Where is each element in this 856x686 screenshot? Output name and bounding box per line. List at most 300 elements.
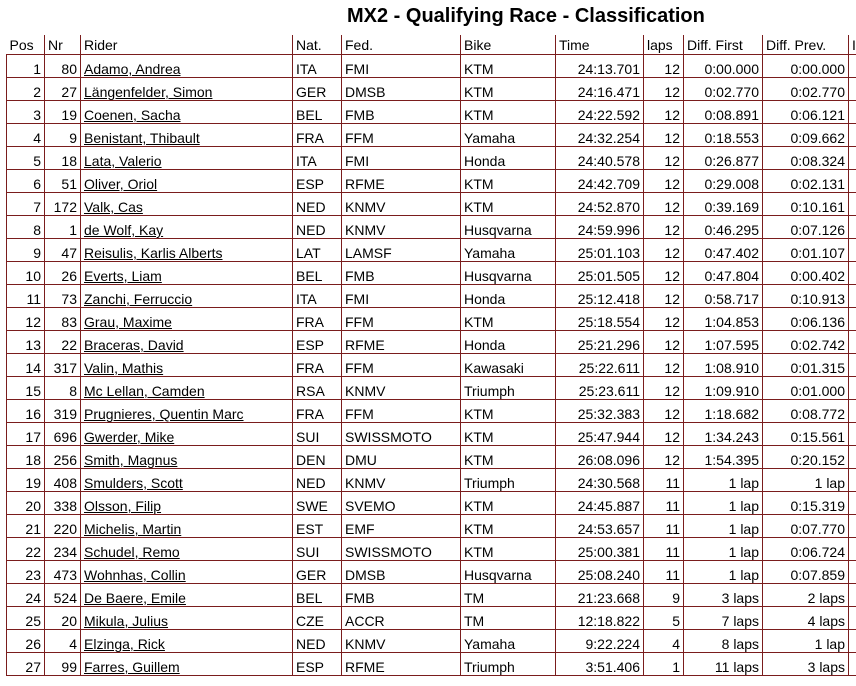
cell-fed: ACCR <box>342 607 461 630</box>
page-title: MX2 - Qualifying Race - Classification <box>347 5 705 27</box>
header-fed: Fed. <box>342 35 461 55</box>
cell-nat: BEL <box>293 262 342 285</box>
cell-rider <box>81 331 293 354</box>
cell-diff-first: 1:04.853 <box>684 308 763 331</box>
cell-pos: 10 <box>7 262 45 285</box>
cell-nat: SUI <box>293 423 342 446</box>
cell-nr: 73 <box>45 285 81 308</box>
cell-diff-prev: 4 laps <box>763 607 849 630</box>
cell-pos: 25 <box>7 607 45 630</box>
cell-nat: SWE <box>293 492 342 515</box>
cell-nr: 408 <box>45 469 81 492</box>
cell-nr: 80 <box>45 55 81 78</box>
cell-laps: 11 <box>644 469 684 492</box>
cell-fed: KNMV <box>342 630 461 653</box>
cell-time: 24:52.870 <box>556 193 644 216</box>
header-laps: laps <box>644 35 684 55</box>
cell-diff-prev: 0:08.772 <box>763 400 849 423</box>
cell-fed: FFM <box>342 124 461 147</box>
cell-fed: KNMV <box>342 216 461 239</box>
cell-nat: FRA <box>293 400 342 423</box>
cell-time: 25:01.103 <box>556 239 644 262</box>
cell-pos: 24 <box>7 584 45 607</box>
cell-bike: KTM <box>461 400 556 423</box>
header-nr: Nr <box>45 35 81 55</box>
header-pos: Pos <box>7 35 45 55</box>
cell-diff-first: 0:26.877 <box>684 147 763 170</box>
cell-diff-first: 0:02.770 <box>684 78 763 101</box>
cell-pos: 19 <box>7 469 45 492</box>
cell-rider <box>81 584 293 607</box>
rider-link[interactable]: Schudel, Remo <box>84 544 180 560</box>
cell-rider <box>81 653 293 676</box>
table-row <box>7 377 856 400</box>
cell-time: 25:01.505 <box>556 262 644 285</box>
cell-bike: KTM <box>461 193 556 216</box>
cell-diff-first: 0:00.000 <box>684 55 763 78</box>
cell-time: 24:40.578 <box>556 147 644 170</box>
cell-laps: 12 <box>644 377 684 400</box>
rider-link[interactable]: Grau, Maxime <box>84 314 172 330</box>
cell-fed: EMF <box>342 515 461 538</box>
cell-nat: SUI <box>293 538 342 561</box>
cell-nat: RSA <box>293 377 342 400</box>
rider-link[interactable]: Reisulis, Karlis Alberts <box>84 245 223 261</box>
cell-laps: 12 <box>644 193 684 216</box>
cell-diff-prev: 0:06.136 <box>763 308 849 331</box>
cell-nat: ITA <box>293 285 342 308</box>
cell-laps: 1 <box>644 653 684 676</box>
table-row <box>7 331 856 354</box>
cell-pos: 13 <box>7 331 45 354</box>
cell-fed: FMB <box>342 262 461 285</box>
cell-fed: SWISSMOTO <box>342 423 461 446</box>
cell-diff-prev: 0:09.662 <box>763 124 849 147</box>
cell-diff-first: 1 lap <box>684 469 763 492</box>
cell-nat: DEN <box>293 446 342 469</box>
cell-diff-prev: 1 lap <box>763 469 849 492</box>
cell-laps: 12 <box>644 124 684 147</box>
cell-diff-prev: 0:10.913 <box>763 285 849 308</box>
cell-nat: ESP <box>293 331 342 354</box>
cell-time: 9:22.224 <box>556 630 644 653</box>
cell-nat: LAT <box>293 239 342 262</box>
cell-laps: 9 <box>644 584 684 607</box>
cell-diff-prev: 0:02.131 <box>763 170 849 193</box>
rider-link[interactable]: de Wolf, Kay <box>84 222 164 238</box>
rider-link[interactable]: Michelis, Martin <box>84 521 182 537</box>
cell-laps: 12 <box>644 78 684 101</box>
cell-time: 24:32.254 <box>556 124 644 147</box>
cell-time: 25:08.240 <box>556 561 644 584</box>
cell-pos: 7 <box>7 193 45 216</box>
rider-link[interactable]: Mikula, Julius <box>84 613 169 629</box>
cell-time: 21:23.668 <box>556 584 644 607</box>
cell-bike: Honda <box>461 285 556 308</box>
cell-laps: 12 <box>644 308 684 331</box>
table-row <box>7 653 856 676</box>
rider-link[interactable]: Wohnhas, Collin <box>84 567 186 583</box>
cell-diff-prev: 0:06.724 <box>763 538 849 561</box>
rider-link[interactable]: Smith, Magnus <box>84 452 178 468</box>
rider-link[interactable]: Olsson, Filip <box>84 498 162 514</box>
cell-laps: 11 <box>644 515 684 538</box>
cell-fed: DMU <box>342 446 461 469</box>
cell-bike: KTM <box>461 308 556 331</box>
cell-nat: NED <box>293 193 342 216</box>
cell-diff-prev: 0:07.859 <box>763 561 849 584</box>
rider-link[interactable]: Benistant, Thibault <box>84 130 200 146</box>
cell-bike: KTM <box>461 170 556 193</box>
cell-nr: 8 <box>45 377 81 400</box>
cell-pos: 1 <box>7 55 45 78</box>
cell-nr: 26 <box>45 262 81 285</box>
header-time: Time <box>556 35 644 55</box>
cell-nr: 18 <box>45 147 81 170</box>
cell-nr: 22 <box>45 331 81 354</box>
rider-link[interactable]: Braceras, David <box>84 337 184 353</box>
cell-laps: 12 <box>644 423 684 446</box>
cell-diff-first: 0:47.402 <box>684 239 763 262</box>
cell-nat: FRA <box>293 308 342 331</box>
cell-extra <box>849 469 856 492</box>
table-row <box>7 147 856 170</box>
cell-extra <box>849 147 856 170</box>
cell-nat: ITA <box>293 55 342 78</box>
cell-diff-first: 0:39.169 <box>684 193 763 216</box>
cell-extra <box>849 492 856 515</box>
header-nat: Nat. <box>293 35 342 55</box>
cell-bike: Yamaha <box>461 124 556 147</box>
cell-nat: GER <box>293 78 342 101</box>
cell-extra <box>849 653 856 676</box>
cell-bike: Honda <box>461 331 556 354</box>
cell-time: 24:45.887 <box>556 492 644 515</box>
cell-time: 25:00.381 <box>556 538 644 561</box>
cell-diff-prev: 0:10.161 <box>763 193 849 216</box>
cell-time: 24:13.701 <box>556 55 644 78</box>
rider-link[interactable]: Valin, Mathis <box>84 360 164 376</box>
cell-bike: Triumph <box>461 469 556 492</box>
rider-link[interactable]: Elzinga, Rick <box>84 636 165 652</box>
cell-rider <box>81 492 293 515</box>
cell-laps: 12 <box>644 55 684 78</box>
table-row <box>7 423 856 446</box>
cell-laps: 12 <box>644 216 684 239</box>
table-row <box>7 400 856 423</box>
cell-diff-prev: 0:08.324 <box>763 147 849 170</box>
cell-diff-first: 0:18.553 <box>684 124 763 147</box>
rider-link[interactable]: Oliver, Oriol <box>84 176 158 192</box>
cell-diff-prev: 2 laps <box>763 584 849 607</box>
cell-diff-prev: 0:02.770 <box>763 78 849 101</box>
cell-nr: 256 <box>45 446 81 469</box>
rider-link[interactable]: Lata, Valerio <box>84 153 162 169</box>
cell-nr: 99 <box>45 653 81 676</box>
cell-nr: 27 <box>45 78 81 101</box>
cell-time: 24:53.657 <box>556 515 644 538</box>
cell-pos: 15 <box>7 377 45 400</box>
header-bike: Bike <box>461 35 556 55</box>
cell-rider <box>81 354 293 377</box>
header-diff-first: Diff. First <box>684 35 763 55</box>
cell-nr: 473 <box>45 561 81 584</box>
cell-extra <box>849 124 856 147</box>
cell-nr: 19 <box>45 101 81 124</box>
cell-rider <box>81 607 293 630</box>
cell-time: 26:08.096 <box>556 446 644 469</box>
cell-rider <box>81 170 293 193</box>
cell-nr: 20 <box>45 607 81 630</box>
cell-laps: 11 <box>644 538 684 561</box>
cell-diff-first: 0:08.891 <box>684 101 763 124</box>
cell-extra <box>849 285 856 308</box>
cell-bike: KTM <box>461 423 556 446</box>
rider-link[interactable]: Adamo, Andrea <box>84 61 181 77</box>
cell-diff-first: 1:34.243 <box>684 423 763 446</box>
cell-fed: RFME <box>342 170 461 193</box>
cell-nat: ESP <box>293 170 342 193</box>
cell-diff-first: 1 lap <box>684 538 763 561</box>
cell-pos: 12 <box>7 308 45 331</box>
table-row <box>7 492 856 515</box>
table-row <box>7 262 856 285</box>
cell-nr: 220 <box>45 515 81 538</box>
cell-pos: 14 <box>7 354 45 377</box>
table-row <box>7 584 856 607</box>
cell-rider <box>81 239 293 262</box>
header-rider: Rider <box>81 35 293 55</box>
cell-fed: FMI <box>342 55 461 78</box>
table-row <box>7 216 856 239</box>
cell-diff-prev: 1 lap <box>763 630 849 653</box>
cell-bike: Husqvarna <box>461 216 556 239</box>
rider-link[interactable]: Everts, Liam <box>84 268 162 284</box>
cell-diff-first: 0:29.008 <box>684 170 763 193</box>
cell-rider <box>81 124 293 147</box>
cell-diff-first: 1:07.595 <box>684 331 763 354</box>
cell-fed: DMSB <box>342 78 461 101</box>
cell-nr: 1 <box>45 216 81 239</box>
rider-link[interactable]: Valk, Cas <box>84 199 143 215</box>
cell-fed: RFME <box>342 653 461 676</box>
cell-nr: 524 <box>45 584 81 607</box>
cell-diff-prev: 0:06.121 <box>763 101 849 124</box>
cell-laps: 4 <box>644 630 684 653</box>
cell-rider <box>81 469 293 492</box>
table-header-row <box>7 35 856 55</box>
cell-diff-first: 1 lap <box>684 492 763 515</box>
table-row <box>7 101 856 124</box>
cell-bike: Honda <box>461 147 556 170</box>
rider-link[interactable]: Längenfelder, Simon <box>84 84 213 100</box>
cell-nr: 317 <box>45 354 81 377</box>
table-row <box>7 170 856 193</box>
cell-diff-first: 3 laps <box>684 584 763 607</box>
cell-nat: FRA <box>293 124 342 147</box>
cell-rider <box>81 561 293 584</box>
cell-fed: LAMSF <box>342 239 461 262</box>
cell-diff-prev: 0:02.742 <box>763 331 849 354</box>
cell-rider <box>81 630 293 653</box>
cell-bike: KTM <box>461 492 556 515</box>
table-row <box>7 354 856 377</box>
cell-laps: 12 <box>644 101 684 124</box>
table-row <box>7 630 856 653</box>
cell-bike: KTM <box>461 515 556 538</box>
cell-laps: 12 <box>644 239 684 262</box>
cell-diff-first: 1:18.682 <box>684 400 763 423</box>
cell-time: 25:21.296 <box>556 331 644 354</box>
table-row <box>7 239 856 262</box>
cell-rider <box>81 147 293 170</box>
cell-extra <box>849 55 856 78</box>
rider-link[interactable]: De Baere, Emile <box>84 590 186 606</box>
cell-nr: 696 <box>45 423 81 446</box>
cell-nat: CZE <box>293 607 342 630</box>
cell-nat: GER <box>293 561 342 584</box>
cell-pos: 23 <box>7 561 45 584</box>
cell-diff-first: 0:58.717 <box>684 285 763 308</box>
cell-nr: 83 <box>45 308 81 331</box>
rider-link[interactable]: Gwerder, Mike <box>84 429 175 445</box>
cell-rider <box>81 377 293 400</box>
cell-nr: 9 <box>45 124 81 147</box>
cell-diff-first: 1:09.910 <box>684 377 763 400</box>
table-row <box>7 446 856 469</box>
cell-extra <box>849 354 856 377</box>
table-row <box>7 515 856 538</box>
cell-extra <box>849 78 856 101</box>
cell-nr: 4 <box>45 630 81 653</box>
cell-extra <box>849 170 856 193</box>
rider-link[interactable]: Mc Lellan, Camden <box>84 383 205 399</box>
rider-link[interactable]: Coenen, Sacha <box>84 107 181 123</box>
cell-diff-prev: 0:00.402 <box>763 262 849 285</box>
cell-bike: KTM <box>461 55 556 78</box>
cell-fed: SVEMO <box>342 492 461 515</box>
cell-bike: TM <box>461 584 556 607</box>
cell-diff-prev: 0:00.000 <box>763 55 849 78</box>
cell-nat: NED <box>293 469 342 492</box>
cell-bike: Triumph <box>461 653 556 676</box>
cell-rider <box>81 262 293 285</box>
cell-laps: 12 <box>644 147 684 170</box>
cell-diff-prev: 3 laps <box>763 653 849 676</box>
cell-fed: FFM <box>342 400 461 423</box>
cell-rider <box>81 101 293 124</box>
cell-bike: Triumph <box>461 377 556 400</box>
cell-diff-prev: 0:01.000 <box>763 377 849 400</box>
cell-extra <box>849 446 856 469</box>
header-diff-prev: Diff. Prev. <box>763 35 849 55</box>
table-row <box>7 124 856 147</box>
cell-laps: 5 <box>644 607 684 630</box>
cell-laps: 12 <box>644 446 684 469</box>
cell-bike: Yamaha <box>461 239 556 262</box>
cell-fed: KNMV <box>342 193 461 216</box>
cell-extra <box>849 630 856 653</box>
cell-extra <box>849 216 856 239</box>
table-row <box>7 561 856 584</box>
rider-link[interactable]: Prugnieres, Quentin Marc <box>84 406 244 422</box>
cell-diff-first: 1 lap <box>684 561 763 584</box>
cell-time: 25:32.383 <box>556 400 644 423</box>
cell-rider <box>81 78 293 101</box>
table-row <box>7 55 856 78</box>
cell-laps: 12 <box>644 331 684 354</box>
cell-bike: TM <box>461 607 556 630</box>
cell-extra <box>849 239 856 262</box>
cell-pos: 20 <box>7 492 45 515</box>
cell-nat: FRA <box>293 354 342 377</box>
cell-diff-first: 1 lap <box>684 515 763 538</box>
cell-time: 12:18.822 <box>556 607 644 630</box>
cell-time: 25:47.944 <box>556 423 644 446</box>
cell-laps: 11 <box>644 492 684 515</box>
cell-time: 24:22.592 <box>556 101 644 124</box>
table-row <box>7 607 856 630</box>
cell-time: 3:51.406 <box>556 653 644 676</box>
cell-pos: 18 <box>7 446 45 469</box>
cell-rider <box>81 423 293 446</box>
cell-extra <box>849 561 856 584</box>
cell-rider <box>81 400 293 423</box>
cell-rider <box>81 446 293 469</box>
cell-extra <box>849 584 856 607</box>
cell-diff-prev: 0:01.107 <box>763 239 849 262</box>
cell-nat: BEL <box>293 101 342 124</box>
cell-rider <box>81 538 293 561</box>
rider-link[interactable]: Smulders, Scott <box>84 475 183 491</box>
cell-time: 25:23.611 <box>556 377 644 400</box>
cell-nat: NED <box>293 216 342 239</box>
cell-bike: KTM <box>461 538 556 561</box>
cell-fed: KNMV <box>342 377 461 400</box>
cell-nr: 319 <box>45 400 81 423</box>
cell-rider <box>81 193 293 216</box>
cell-pos: 4 <box>7 124 45 147</box>
cell-diff-first: 0:46.295 <box>684 216 763 239</box>
cell-rider <box>81 55 293 78</box>
cell-pos: 11 <box>7 285 45 308</box>
cell-fed: SWISSMOTO <box>342 538 461 561</box>
table-row <box>7 308 856 331</box>
cell-pos: 26 <box>7 630 45 653</box>
cell-time: 25:22.611 <box>556 354 644 377</box>
cell-pos: 2 <box>7 78 45 101</box>
cell-laps: 12 <box>644 170 684 193</box>
cell-extra <box>849 423 856 446</box>
rider-link[interactable]: Zanchi, Ferruccio <box>84 291 193 307</box>
table-row <box>7 78 856 101</box>
cell-diff-first: 11 laps <box>684 653 763 676</box>
cell-pos: 21 <box>7 515 45 538</box>
cell-nr: 47 <box>45 239 81 262</box>
cell-nat: BEL <box>293 584 342 607</box>
cell-pos: 5 <box>7 147 45 170</box>
cell-extra <box>849 193 856 216</box>
rider-link[interactable]: Farres, Guillem <box>84 659 180 675</box>
cell-pos: 16 <box>7 400 45 423</box>
cell-diff-first: 0:47.804 <box>684 262 763 285</box>
cell-nr: 234 <box>45 538 81 561</box>
cell-laps: 12 <box>644 400 684 423</box>
cell-time: 24:59.996 <box>556 216 644 239</box>
cell-rider <box>81 515 293 538</box>
cell-nat: EST <box>293 515 342 538</box>
cell-time: 24:16.471 <box>556 78 644 101</box>
